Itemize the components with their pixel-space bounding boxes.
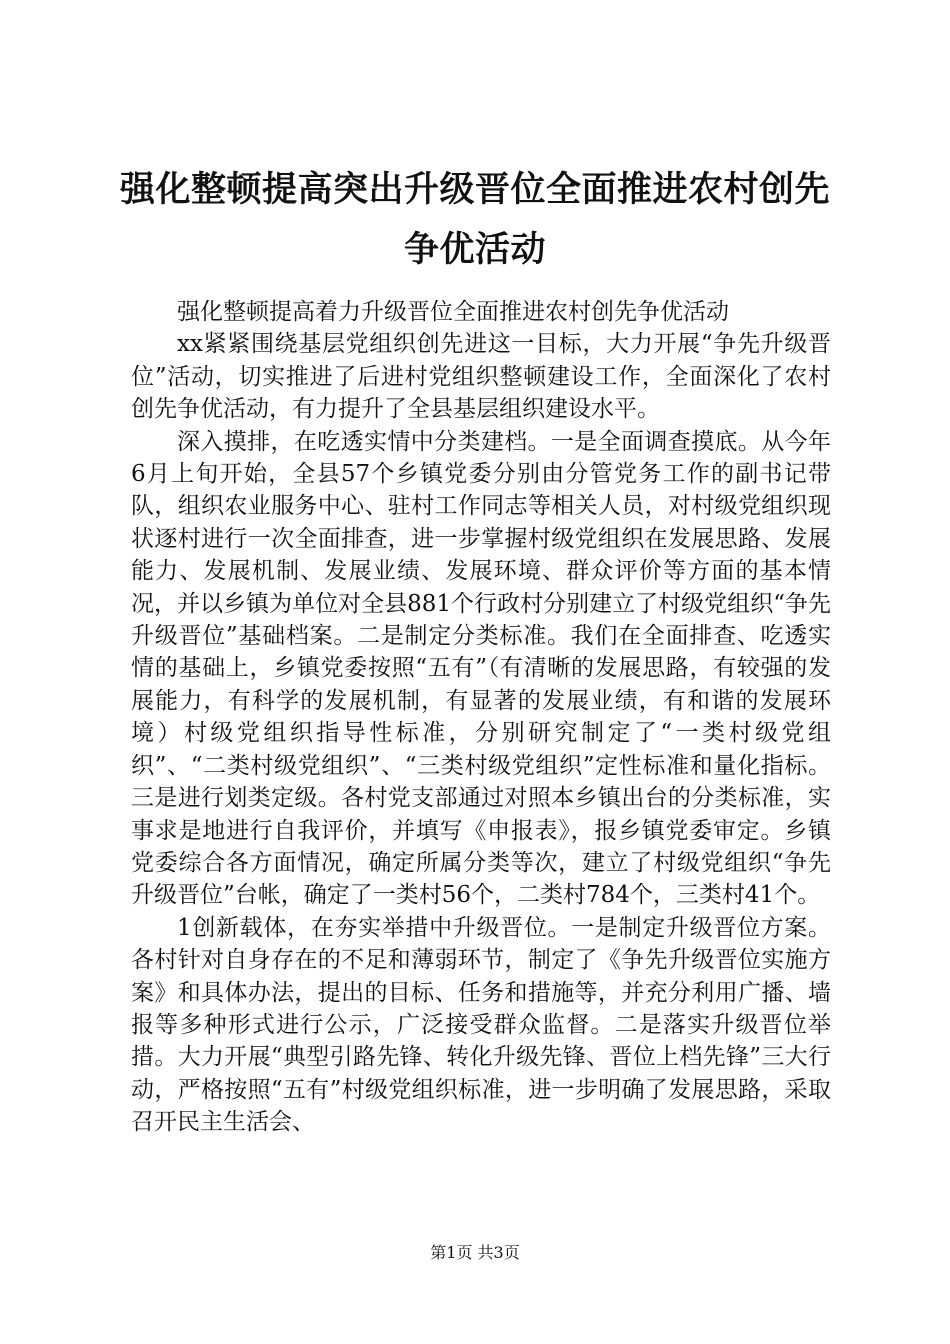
paragraph-section-2: 1创新载体，在夯实举措中升级晋位。一是制定升级晋位方案。各村针对自身存在的不足和薄弱环节，制定了《争先升级晋位实施方案》和具体办法，提出的目标、任务和措施等，并充分利用广播、墙报等多种形式进行公示，广泛接受群众监督。二是落实升级晋位举措。大力开展“典型引路先锋、转化升级先锋、晋位上档先锋”三大行动，严格按照“五有”村级党组织标准，进一步明确了发展思路，采取召开民主生活会、 xyxy=(131,914,831,1136)
paragraph-subtitle: 强化整顿提高着力升级晋位全面推进农村创先争优活动 xyxy=(177,299,729,325)
page-footer: 第1页 共3页 xyxy=(430,1243,520,1262)
document-title: 强化整顿提高突出升级晋位全面推进农村创先争优活动 xyxy=(120,170,831,270)
paragraph-intro: xx紧紧围绕基层党组织创先进这一目标，大力开展“争先升级晋位”活动，切实推进了后进村党组织整顿建设工作，全面深化了农村创先争优活动，有力提升了全县基层组织建设水平。 xyxy=(131,331,831,423)
paragraph-section-1: 深入摸排，在吃透实情中分类建档。一是全面调查摸底。从今年6月上旬开始，全县57个乡镇党委分别由分管党务工作的副书记带队，组织农业服务中心、驻村工作同志等相关人员，对村级党组织现状逐村进行一次全面排查，进一步掌握村级党组织在发展思路、发展能力、发展机制、发展业绩、发展环境、群众评价等方面的基本情况，并以乡镇为单位对全县881个行政村分别建立了村级党组织“争先升级晋位”基础档案。二是制定分类标准。我们在全面排查、吃透实情的基础上，乡镇党委按照“五有”（有清晰的发展思路，有较强的发展能力，有科学的发展机制，有显著的发展业绩，有和谐的发展环境）村级党组织指导性标准，分别研究制定了“一类村级党组织”、“二类村级党组织”、“三类村级党组织”定性标准和量化指标。三是进行划类定级。各村党支部通过对照本乡镇出台的分类标准，实事求是地进行自我评价，并填写《申报表》，报乡镇党委审定。乡镇党委综合各方面情况，确定所属分类等次，建立了村级党组织“争先升级晋位”台帐，确定了一类村56个，二类村784个，三类村41个。 xyxy=(131,428,831,909)
document-body xyxy=(131,296,831,1139)
